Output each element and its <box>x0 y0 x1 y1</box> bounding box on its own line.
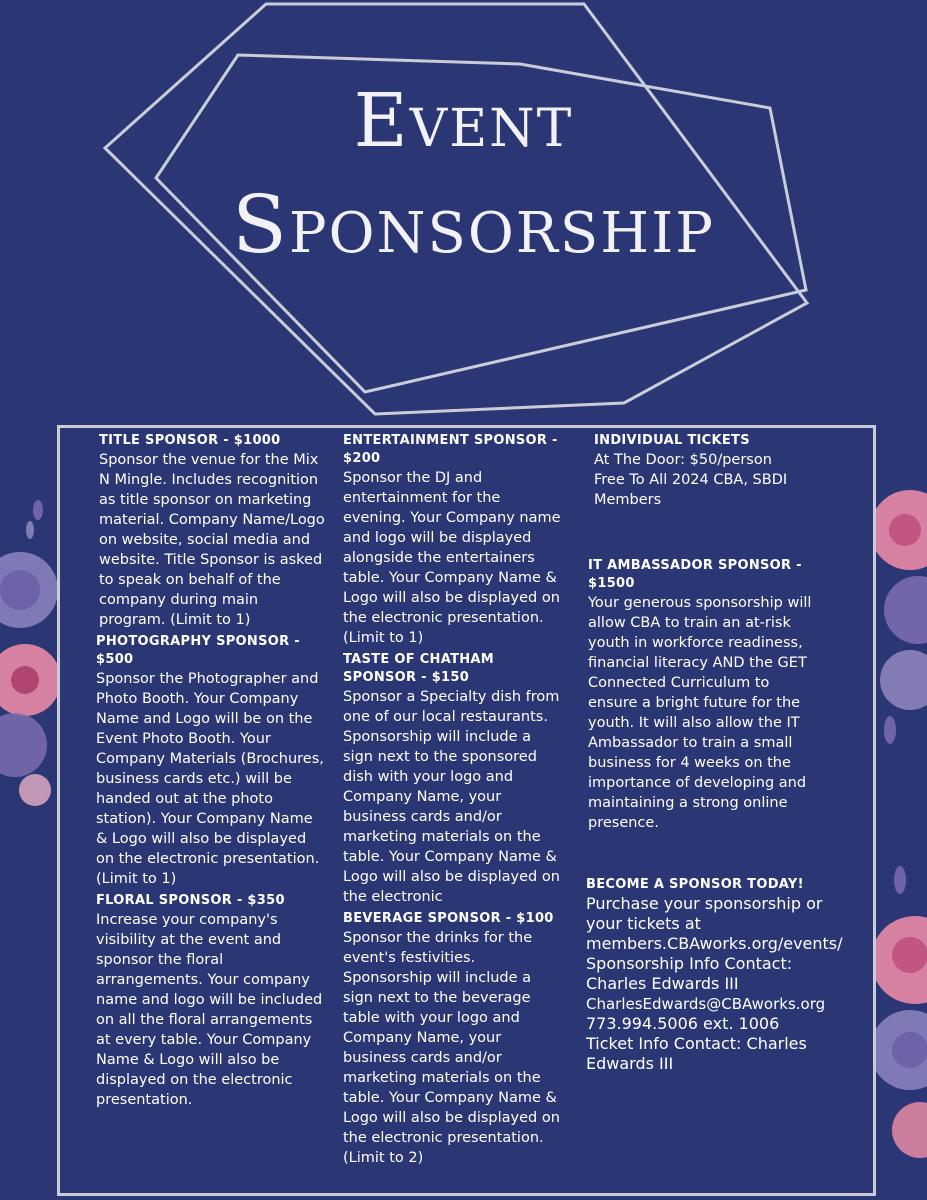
tickets-members-free: Free To All 2024 CBA, SBDI Members <box>594 472 788 508</box>
taste-of-chatham-heading: TASTE OF CHATHAM SPONSOR - $150 <box>343 652 495 685</box>
flowers-right-lower-decoration <box>870 860 927 1160</box>
purchase-text: Purchase your sponsorship or your tickets at <box>586 894 823 933</box>
ticket-contact: Ticket Info Contact: Charles Edwards III <box>586 1034 807 1073</box>
flowers-left-decoration <box>0 490 60 810</box>
beverage-sponsor-body: Sponsor the drinks for the event's festivities. Sponsorship will include a sign next to the beverage table with your logo and Company Name, your business cards and/or marketing materials on the table. Your Company Name & Logo will also be displayed on the electronic presentation. (Limit to 2) <box>343 930 560 1166</box>
floral-sponsor-heading: FLORAL SPONSOR - $350 <box>96 893 285 908</box>
contact-email-link[interactable]: CharlesEdwards@CBAworks.org <box>586 995 826 1013</box>
become-sponsor-heading: BECOME A SPONSOR TODAY! <box>586 877 804 892</box>
column-2 <box>343 432 565 1171</box>
title-sponsor-body: Sponsor the venue for the Mix N Mingle. Includes recognition as title sponsor on marketing material. Company Name/Logo on website, social media and website. Title Sponsor is asked to speak on behalf of the company during main program. (Limit to 1) <box>99 452 325 628</box>
title-line-1: Event <box>353 78 574 164</box>
individual-tickets-heading: INDIVIDUAL TICKETS <box>594 433 750 448</box>
beverage-sponsor-heading: BEVERAGE SPONSOR - $100 <box>343 911 554 926</box>
sponsorship-contact: Sponsorship Info Contact: Charles Edwards III <box>586 954 793 993</box>
entertainment-sponsor-heading: ENTERTAINMENT SPONSOR - $200 <box>343 433 558 466</box>
tickets-door-price: At The Door: $50/person <box>594 452 772 468</box>
column-1 <box>96 432 328 1113</box>
floral-sponsor-body: Increase your company's visibility at the event and sponsor the floral arrangements. Your company name and logo will be included on all the floral arrangements at every table. Your Company Name & Logo will also be displayed on the electronic presentation. <box>96 912 323 1108</box>
flowers-right-upper-decoration <box>870 490 927 760</box>
column-3 <box>588 432 870 1074</box>
it-ambassador-heading: IT AMBASSADOR SPONSOR - $1500 <box>588 558 802 591</box>
contact-phone: 773.994.5006 ext. 1006 <box>586 1014 780 1033</box>
title-line-2: Sponsorship <box>232 178 715 271</box>
it-ambassador-body: Your generous sponsorship will allow CBA to train an at-risk youth in workforce readiness, financial literacy AND the GET Connected Curriculum to ensure a bright future for the youth. It will also allow the IT Ambassador to train a small business for 4 weeks on the importance of developing and maintaining a strong online presence. <box>588 595 812 831</box>
photography-sponsor-body: Sponsor the Photographer and Photo Booth. Your Company Name and Logo will be on the Event Photo Booth. Your Company Materials (Brochures, business cards etc.) will be handed out at the photo station). Your Company Name & Logo will also be displayed on the electronic presentation. (Limit to 1) <box>96 671 324 887</box>
events-url-link[interactable]: members.CBAworks.org/events/ <box>586 934 843 953</box>
taste-of-chatham-body: Sponsor a Specialty dish from one of our local restaurants. Sponsorship will include a sign next to the sponsored dish with your logo and Company Name, your business cards and/or marketing materials on the table. Your Company Name & Logo will also be displayed on the electronic <box>343 689 560 905</box>
entertainment-sponsor-body: Sponsor the DJ and entertainment for the evening. Your Company name and logo will be displayed alongside the entertainers table. Your Company Name & Logo will also be displayed on the electronic presentation. (Limit to 1) <box>343 470 561 646</box>
photography-sponsor-heading: PHOTOGRAPHY SPONSOR - $500 <box>96 634 300 667</box>
title-sponsor-heading: TITLE SPONSOR - $1000 <box>99 433 281 448</box>
